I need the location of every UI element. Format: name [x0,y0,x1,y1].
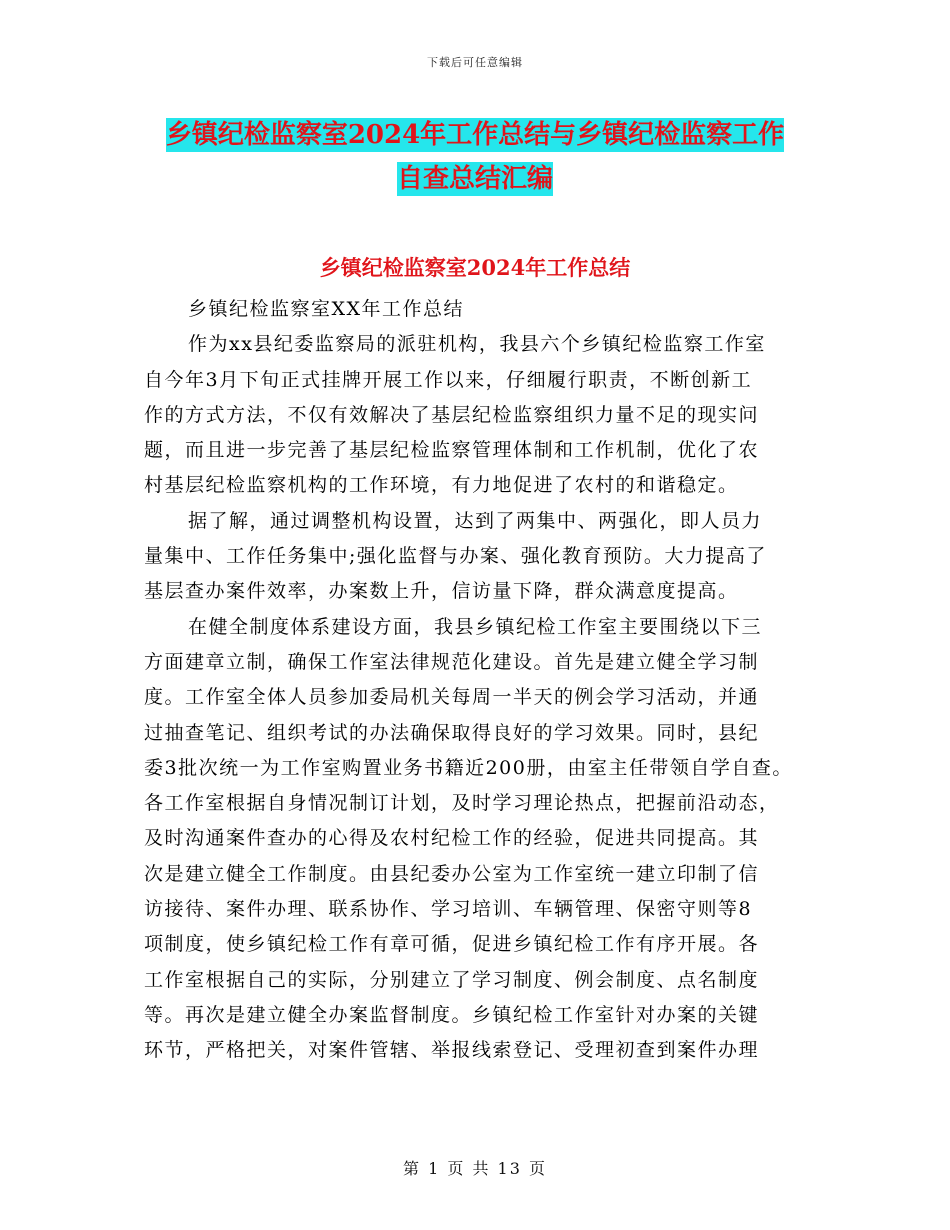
document-title-line-1 [0,114,950,151]
body-line: 各工作室根据自身情况制订计划，及时学习理论热点，把握前沿动态， [144,792,780,815]
header-note: 下载后可任意编辑 [427,56,523,69]
body-line: 题，而且进一步完善了基层纪检监察管理体制和工作机制，优化了农 [144,439,760,462]
document-title-line-2-text: 自查总结汇编 [396,164,553,194]
body-line: 作的方式方法，不仅有效解决了基层纪检监察组织力量不足的现实问 [144,403,760,426]
body-line: 自今年3月下旬正式挂牌开展工作以来，仔细履行职责，不断创新工 [144,368,753,391]
document-title-line-1-text: 乡镇纪检监察室2024年工作总结与乡镇纪检监察工作 [165,120,785,150]
body-line: 村基层纪检监察机构的工作环境，有力地促进了农村的和谐稳定。 [144,474,739,497]
body-line: 作为xx县纪委监察局的派驻机构，我县六个乡镇纪检监察工作室 [188,333,766,356]
section-title: 乡镇纪检监察室2024年工作总结 [319,255,631,280]
body-line: 方面建章立制，确保工作室法律规范化建设。首先是建立健全学习制 [144,650,760,673]
body-line: 委3批次统一为工作室购置业务书籍近200册，由室主任带领自学自查。 [144,756,793,779]
body-line: 基层查办案件效率，办案数上升，信访量下降，群众满意度提高。 [144,580,739,603]
body-line: 及时沟通案件查办的心得及农村纪检工作的经验，促进共同提高。其 [144,827,760,850]
body-line: 量集中、工作任务集中;强化监督与办案、强化教育预防。大力提高了 [144,545,767,568]
body-line: 度。工作室全体人员参加委局机关每周一半天的例会学习活动，并通 [144,686,760,709]
body-line: 据了解，通过调整机构设置，达到了两集中、两强化，即人员力 [188,509,763,532]
body-line: 环节，严格把关，对案件管辖、举报线索登记、受理初查到案件办理 [144,1039,760,1062]
body-line: 访接待、案件办理、联系协作、学习培训、车辆管理、保密守则等8 [144,898,753,921]
body-line: 工作室根据自己的实际，分别建立了学习制度、例会制度、点名制度 [144,968,760,991]
body-line: 等。再次是建立健全办案监督制度。乡镇纪检工作室针对办案的关键 [144,1003,760,1026]
body-text [144,292,834,1069]
body-line: 项制度，使乡镇纪检工作有章可循，促进乡镇纪检工作有序开展。各 [144,933,760,956]
body-line: 次是建立健全工作制度。由县纪委办公室为工作室统一建立印制了信 [144,862,760,885]
document-title-line-2 [0,158,950,195]
body-line: 在健全制度体系建设方面，我县乡镇纪检工作室主要围绕以下三 [188,615,763,638]
page-footer: 第 1 页 共 13 页 [403,1159,547,1178]
body-line: 乡镇纪检监察室XX年工作总结 [188,298,465,320]
body-line: 过抽查笔记、组织考试的办法确保取得良好的学习效果。同时，县纪 [144,721,760,744]
